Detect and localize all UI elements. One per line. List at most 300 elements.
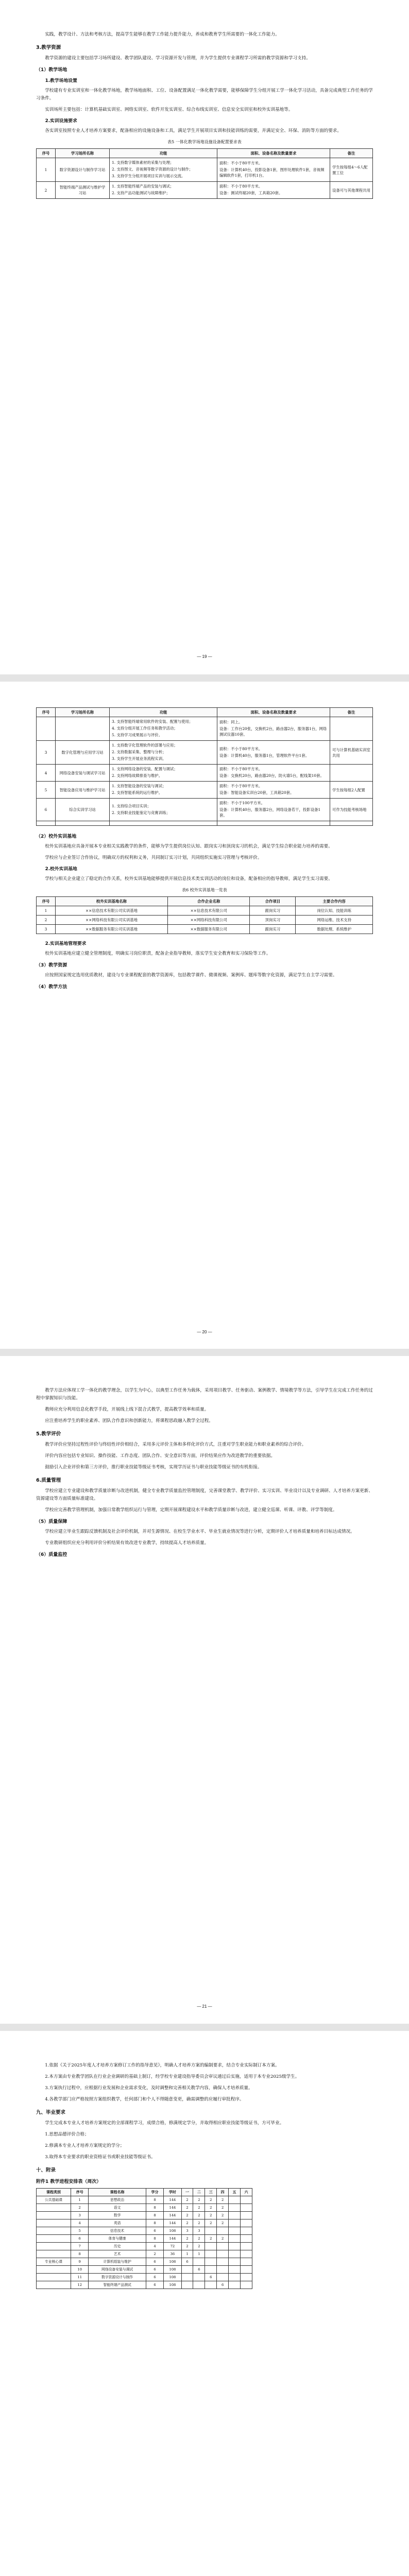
- section-title: 6.质量管理: [36, 1478, 61, 1483]
- column-header: 序号: [37, 897, 56, 906]
- table-cell: [217, 2250, 229, 2258]
- column-header: 学分: [146, 2189, 163, 2196]
- paragraph: 学校应建立专业建设和教学质量诊断与改进机制，健全专业教学质量监控管理制度，完善课堂教学、教学评价、实习实训、毕业设计以及专业调研、人才培养方案更新、资源建设等方面质量标准建设。: [36, 1488, 373, 1501]
- paragraph: 专业教研组织应充分利用评价分析结果有效改进专业教学，持续提高人才培养质量。: [45, 1540, 209, 1546]
- table-cell: [37, 2212, 71, 2219]
- cell-line: 面积：同上。: [219, 720, 243, 724]
- cell-line: 1. 支持综合项目实训；: [112, 803, 151, 808]
- table-cell: 思想政治: [89, 2196, 146, 2204]
- column-header: 序号: [37, 149, 56, 158]
- table-cell: 英语: [89, 2219, 146, 2227]
- subsection-title: （6）质量监控: [36, 1552, 67, 1557]
- cell-requirement: [217, 158, 330, 182]
- table-cell: 2: [181, 2235, 193, 2243]
- table-cell: 2: [181, 2219, 193, 2227]
- table-cell: [241, 2219, 252, 2227]
- subsection-title: （4）教学方法: [36, 985, 67, 990]
- cell-function: [110, 717, 217, 741]
- table-cell: [229, 2227, 241, 2235]
- table-cell: 2: [205, 2219, 217, 2227]
- table-cell: 144: [164, 2196, 181, 2204]
- cell-line: 2. 支持产品功能测试与故障维护；: [112, 191, 170, 195]
- table-cell: [181, 2266, 193, 2274]
- paragraph: 学校与相关企业建立了稳定的合作关系，校外实训基地能够提供开展信息技术类实训活动的岗位和设备，配备相应的指导教师，满足学生实习需要。: [45, 876, 333, 882]
- table-cell: 计算机组装与维护: [89, 2258, 146, 2266]
- table-cell: [229, 2212, 241, 2219]
- table-cell: [241, 2281, 252, 2289]
- cell-line: 面积：不小于100平方米。: [219, 801, 265, 805]
- section-title: 九、毕业要求: [36, 2110, 66, 2115]
- paragraph: 学校应建立毕业生跟踪反馈机制及社会评价机制，并对生源情况、在校生学业水平、毕业生就业情况等进行分析，定期评价人才培养质量和培养目标达成情况。: [45, 1529, 355, 1534]
- cell-function: [110, 782, 217, 799]
- table-cell: 8: [146, 2235, 163, 2243]
- cell-line: 面积：不小于80平方米。: [219, 746, 263, 751]
- cell-requirement: [217, 821, 330, 826]
- page-1-content: [36, 31, 373, 199]
- cell-name: [56, 821, 110, 826]
- paragraph: 学校应完善教学管理机制，加强日常教学组织运行与管理，定期开展课程建设水平和教学质量诊断与改进，建立健全巡课、听课、评教、评学等制度。: [45, 1507, 337, 1513]
- column-header: 五: [229, 2189, 241, 2196]
- table-cell: [217, 2258, 229, 2266]
- page-2-content: [36, 707, 373, 993]
- table-cell: 4: [146, 2243, 163, 2250]
- table-cell: [37, 2243, 71, 2250]
- column-header: 学习场所名称: [56, 149, 110, 158]
- table-cell: 10: [71, 2266, 89, 2274]
- table-cell: [241, 2250, 252, 2258]
- cell-line: 4. 支持分组开展工作任务和教学活动；: [112, 726, 178, 731]
- table-cell: 3: [37, 925, 56, 934]
- table-cell: [181, 2274, 193, 2281]
- table-cell: 8: [146, 2196, 163, 2204]
- cell-note: 可作为技能考核场地: [330, 799, 373, 821]
- column-header: 合作企业名称: [167, 897, 249, 906]
- page-4-content: [36, 2062, 373, 2289]
- table-caption: 表6 校外实训基地一览表: [182, 888, 227, 892]
- table-row: [37, 2281, 252, 2289]
- table-cell: 2: [205, 2235, 217, 2243]
- table-cell: 2: [146, 2250, 163, 2258]
- page-separator: [0, 1349, 409, 1356]
- table-cell: 智能终端产品测试: [89, 2281, 146, 2289]
- paragraph: 3.方案执行过程中，应根据行业发展和企业需求变化，及时调整和完善相关教学内容，确保人才培养质量。: [45, 2086, 253, 2091]
- cell-line: 3. 支持智能终端常用软件的安装、配置与使用；: [112, 719, 193, 724]
- table-cell: 108: [164, 2258, 181, 2266]
- cell-no: 1: [37, 158, 56, 182]
- table-cell: 11: [71, 2274, 89, 2281]
- table-cell: [37, 2274, 71, 2281]
- table-row: [37, 2196, 252, 2204]
- table-cell: [241, 2196, 252, 2204]
- cell-line: 面积：不小于80平方米。: [219, 161, 263, 165]
- table-cell: 108: [164, 2274, 181, 2281]
- table-row: [37, 799, 373, 821]
- table-cell: [229, 2243, 241, 2250]
- table-cell: [229, 2274, 241, 2281]
- table-row: [37, 2219, 252, 2227]
- table-cell: 2: [193, 2235, 205, 2243]
- table-cell: [205, 2243, 217, 2250]
- paragraph: 2.本方案由专业教学团队在行业企业调研的基础上制订，经学校专业建设指导委员会审议通过后实施，适用于本专业2025级学生。: [45, 2074, 300, 2079]
- cell-no: 4: [37, 765, 56, 782]
- paragraph: 学生完成本专业人才培养方案规定的全部课程学习，成绩合格，修满规定学分，并取得相应职业技能等级证书，方可毕业。: [45, 2121, 284, 2126]
- cell-line: 3. 支持学生开展业务流程实训。: [112, 756, 166, 761]
- cell-note: 学生按每组4～6人配置工位: [330, 158, 373, 182]
- table-cell: 36: [164, 2250, 181, 2258]
- column-header: 功能: [110, 149, 217, 158]
- table-row: [37, 2266, 252, 2274]
- column-header: 二: [193, 2189, 205, 2196]
- table-cell: 4: [71, 2219, 89, 2227]
- cell-no: [37, 717, 56, 741]
- table-cell: 6: [146, 2281, 163, 2289]
- paragraph: 各实训室按照专业人才培养方案要求，配备相应的设施设备和工具，满足学生开展项目实训和技能训练的需要，并满足安全、环保、消防等方面的要求。: [45, 128, 342, 133]
- paragraph: 教学方法应体现工学一体化的教学理念，以学生为中心，以典型工作任务为载体，采用项目教学、任务驱动、案例教学、情境教学等方法，引导学生在完成工作任务的过程中掌握知识与技能。: [36, 1388, 373, 1401]
- column-header: 六: [241, 2189, 252, 2196]
- table-cell: 6: [146, 2274, 163, 2281]
- table-row: [37, 916, 373, 925]
- table-cell: 1: [181, 2250, 193, 2258]
- table-row: [37, 158, 373, 182]
- paragraph: 鼓励引入企业评价和第三方评价，推行职业技能等级证书考核，实现学历证书与职业技能等级证书的有机衔接。: [45, 1465, 262, 1470]
- cell-requirement: [217, 741, 330, 765]
- table-cell: 1: [71, 2196, 89, 2204]
- table-cell: 2: [193, 2204, 205, 2212]
- section-title: 十、附录: [36, 2167, 56, 2173]
- table-row: [37, 906, 373, 916]
- table-cell: ××信息技术有限公司实训基地: [56, 906, 168, 916]
- column-header: 序号: [71, 2189, 89, 2196]
- table-cell: 2: [205, 2196, 217, 2204]
- column-header: 三: [205, 2189, 217, 2196]
- table-cell: 8: [146, 2212, 163, 2219]
- column-header: 一: [181, 2189, 193, 2196]
- cell-no: 6: [37, 799, 56, 821]
- table-row: [37, 2227, 252, 2235]
- table-cell: 2: [181, 2212, 193, 2219]
- table-cell: [241, 2204, 252, 2212]
- table-row: [37, 2204, 252, 2212]
- cell-function: [110, 799, 217, 821]
- column-header: 备注: [330, 149, 373, 158]
- cell-line: 设备：计算机40台，投影设备1套，图形处理软件1套，音视频编辑软件1套，打印机1台。: [219, 167, 325, 178]
- table-cell: 3: [181, 2227, 193, 2235]
- facility-table-continued: [36, 707, 373, 826]
- table-cell: [205, 2250, 217, 2258]
- column-header: 合作项目: [250, 897, 296, 906]
- cell-note: [330, 717, 373, 741]
- table-cell: [193, 2281, 205, 2289]
- paragraph: 学校建有专业实训室和一体化教学场地，教学场地面积、工位、设备配置满足一体化教学需要，能够保障学生分组开展工学一体化学习活动，具备完成典型工作任务的学习条件。: [36, 88, 373, 101]
- table-cell: 2: [181, 2243, 193, 2250]
- cell-name: 智能终端产品测试与维护学习站: [56, 182, 110, 199]
- facility-table: [36, 148, 373, 199]
- cell-line: 面积：不小于80平方米。: [219, 184, 263, 189]
- cell-function: [110, 821, 217, 826]
- cell-note: 可与计算机基础实训室共用: [330, 741, 373, 765]
- paragraph: 教学资源的建设主要包括学习场所建设、教学团队建设、学习资源开发与管理，并为学生提供专业课程学习所需的教学资源和学习支持。: [45, 56, 311, 61]
- table-cell: 144: [164, 2212, 181, 2219]
- table-cell: 9: [71, 2258, 89, 2266]
- cell-requirement: [217, 765, 330, 782]
- table-cell: ××信息技术有限公司: [167, 906, 249, 916]
- column-header: 序号: [37, 708, 56, 717]
- column-header: 课程类别: [37, 2189, 71, 2196]
- table-cell: [229, 2235, 241, 2243]
- paragraph: 评价内容应包括专业知识、操作技能、工作态度、团队合作、安全意识等方面，评价结果应作为改进教学的重要依据。: [45, 1453, 276, 1459]
- cell-line: 面积：不小于80平方米。: [219, 767, 263, 771]
- table-cell: 数学: [89, 2212, 146, 2219]
- cell-line: 设备：计算机40台，服务器2台，网络设备若干，投影设备1套。: [219, 807, 321, 818]
- table-cell: 6: [146, 2266, 163, 2274]
- column-header: 校外实训基地名称: [56, 897, 168, 906]
- cell-requirement: [217, 799, 330, 821]
- table-cell: 2: [217, 2204, 229, 2212]
- table-row: [37, 2212, 252, 2219]
- subsection-title: （2）校外实训基地: [36, 834, 77, 839]
- cell-line: 2. 支持智能系统的运行维护。: [112, 790, 163, 795]
- cell-name: 网络设备安装与调试学习站: [56, 765, 110, 782]
- column-header: 面积、设备名称及数量要求: [217, 149, 330, 158]
- cell-line: 2. 支持图文、音视频等数字资源的设计与制作；: [112, 167, 193, 172]
- cell-requirement: [217, 782, 330, 799]
- table-cell: ××网络科技有限公司实训基地: [56, 916, 168, 925]
- table-row: [37, 2243, 252, 2250]
- cell-line: 1. 支持数字化管理软件的部署与应用；: [112, 743, 178, 748]
- table-cell: 网络运维、技术支持: [296, 916, 373, 925]
- table-cell: [193, 2258, 205, 2266]
- table-cell: 6: [71, 2235, 89, 2243]
- table-row: [37, 2258, 252, 2266]
- paragraph: 4.各教学部门应严格按照方案组织教学，任何部门和个人不得随意变更，确需调整的应履行审批程序。: [45, 2097, 244, 2102]
- cell-requirement: [217, 717, 330, 741]
- cell-name: 数字资源设计与制作学习站: [56, 158, 110, 182]
- table-cell: 8: [71, 2250, 89, 2258]
- cell-line: 设备：测试终端20套，工具箱20套。: [219, 191, 283, 195]
- cell-name: 综合实训学习站: [56, 799, 110, 821]
- page-4: [0, 2031, 409, 2576]
- subsection-item-title: 2.校外实训基地: [45, 867, 77, 872]
- table-cell: 顶岗实习: [250, 916, 296, 925]
- table-cell: 3: [193, 2227, 205, 2235]
- cell-name: 数字化管理与应用学习站: [56, 741, 110, 765]
- table-header-row: [37, 2189, 252, 2196]
- table-row: [37, 765, 373, 782]
- table-cell: 2: [193, 2243, 205, 2250]
- table-cell: [229, 2250, 241, 2258]
- table-cell: [241, 2274, 252, 2281]
- table-cell: [229, 2266, 241, 2274]
- table-cell: [229, 2204, 241, 2212]
- table-cell: 2: [217, 2196, 229, 2204]
- cell-note: 学生按每组2人配置: [330, 782, 373, 799]
- column-header: 学习场所名称: [56, 708, 110, 717]
- cell-line: 3. 支持学生分组开展项目实训与展示交流。: [112, 174, 185, 178]
- paragraph: 应注重培养学生的职业素养、团队合作意识和创新能力，将课程思政融入教学全过程。: [45, 1418, 213, 1423]
- paragraph: 实训场所主要包括：计算机基础实训室、网络实训室、软件开发实训室、综合布线实训室、信息安全实训室和校外实训基地等。: [45, 107, 293, 112]
- paragraph: 教师应充分利用信息化教学手段，开展线上线下混合式教学，提高教学效率和质量。: [45, 1407, 209, 1412]
- cell-line: 1. 支持智能终端产品的安装与调试；: [112, 184, 174, 189]
- table-cell: [217, 2274, 229, 2281]
- page-3-content: [36, 1387, 373, 1561]
- page-2: [0, 682, 409, 1349]
- cell-note: [330, 821, 373, 826]
- table-cell: 8: [146, 2219, 163, 2227]
- table-cell: 2: [205, 2204, 217, 2212]
- table-cell: [205, 2266, 217, 2274]
- cell-line: 设备：交换机20台，路由器20台，防火墙5台，配线架10套。: [219, 773, 324, 778]
- subsection-title: （1）教学场地: [36, 67, 67, 73]
- table-cell: [193, 2274, 205, 2281]
- page-3: [0, 1356, 409, 2024]
- table-cell: ××数据服务有限公司: [167, 925, 249, 934]
- paragraph: 校外实训基地应建立健全管理制度，明确实习岗位职责，配备企业指导教师，落实学生安全教育和实习保险等工作。: [45, 951, 271, 956]
- paragraph: 校外实训基地应具备开展本专业相关实践教学的条件，能够为学生提供岗位认知、跟岗实习和顶岗实习的机会，满足学生综合职业能力培养的需要。: [45, 844, 333, 849]
- table-cell: 8: [146, 2204, 163, 2212]
- subsection-title: （5）质量保障: [36, 1519, 67, 1524]
- table-cell: 2: [181, 2196, 193, 2204]
- list-item: 2.修满本专业人才培养方案规定的学分；: [45, 2143, 125, 2148]
- appendix-title: 附件1 教学进程安排表（周次）: [36, 2179, 101, 2184]
- table-cell: 1: [193, 2250, 205, 2258]
- page-1: [0, 0, 409, 674]
- column-header: 主要合作内容: [296, 897, 373, 906]
- cell-line: 1. 支持智能设备的安装与调试；: [112, 784, 166, 788]
- table-cell: 艺术: [89, 2250, 146, 2258]
- table-cell: 2: [217, 2212, 229, 2219]
- table-cell: [229, 2281, 241, 2289]
- cell-function: [110, 741, 217, 765]
- table-cell: 108: [164, 2227, 181, 2235]
- table-row: [37, 717, 373, 741]
- paragraph: 应按照国家规定选用优质教材，建设与专业课程配套的教学资源库，包括教学课件、微课视频、案例库、题库等数字化资源，满足学生自主学习需要。: [45, 973, 337, 978]
- table-cell: [181, 2281, 193, 2289]
- cell-no: [37, 821, 56, 826]
- intro-paragraph: 实践，教学设计、方法和考核方法，提高学生能够在教学工作能力提升能力，养成和教育学生所需要的一体化工作能力。: [45, 32, 280, 37]
- table-cell: [241, 2235, 252, 2243]
- table-cell: 6: [146, 2227, 163, 2235]
- table-cell: 108: [164, 2266, 181, 2274]
- training-base-table: [36, 896, 373, 934]
- table-cell: [37, 2281, 71, 2289]
- section-title: 5.教学评价: [36, 1431, 61, 1437]
- cell-line: 2. 支持数据采集、整理与分析；: [112, 750, 166, 754]
- table-cell: 1: [37, 906, 56, 916]
- table-cell: 6: [205, 2274, 217, 2281]
- table-row: [37, 2235, 252, 2243]
- cell-note: [330, 765, 373, 782]
- table-cell: 岗位认知、技能训练: [296, 906, 373, 916]
- table-cell: [217, 2243, 229, 2250]
- table-cell: [217, 2227, 229, 2235]
- table-cell: 2: [217, 2219, 229, 2227]
- table-cell: 5: [71, 2227, 89, 2235]
- cell-function: [110, 158, 217, 182]
- cell-line: 2. 支持职业技能鉴定与竞赛训练；: [112, 810, 170, 815]
- page-separator: [0, 674, 409, 682]
- table-cell: 2: [193, 2219, 205, 2227]
- table-row: [37, 782, 373, 799]
- schedule-table: [36, 2188, 252, 2289]
- cell-line: 1. 支持网络设备的安装、配置与调试；: [112, 767, 178, 771]
- table-cell: 2: [71, 2204, 89, 2212]
- column-header: 功能: [110, 708, 217, 717]
- table-cell: 历史: [89, 2243, 146, 2250]
- subsection-item-title: 2.实训基地管理要求: [45, 941, 87, 946]
- table-cell: 2: [217, 2235, 229, 2243]
- table-row: [37, 182, 373, 199]
- table-cell: [205, 2258, 217, 2266]
- cell-no: 5: [37, 782, 56, 799]
- table-cell: 数据处理、系统维护: [296, 925, 373, 934]
- table-cell: [217, 2266, 229, 2274]
- column-header: 学时: [164, 2189, 181, 2196]
- table-cell: [37, 2235, 71, 2243]
- cell-requirement: [217, 182, 330, 199]
- table-row: [37, 2274, 252, 2281]
- column-header: 课程名称: [89, 2189, 146, 2196]
- cell-note: 设备可与其他课程共用: [330, 182, 373, 199]
- cell-line: 设备：工作台20张，交换机2台，路由器2台，服务器1台，网络测试仪器10套。: [219, 726, 327, 737]
- table-cell: 7: [71, 2243, 89, 2250]
- table-cell: [241, 2258, 252, 2266]
- table-cell: [241, 2212, 252, 2219]
- table-cell: 专业核心课: [37, 2258, 71, 2266]
- table-cell: [241, 2227, 252, 2235]
- table-cell: ××网络科技有限公司: [167, 916, 249, 925]
- table-cell: 公共基础课: [37, 2196, 71, 2204]
- table-cell: 语文: [89, 2204, 146, 2212]
- table-header-row: [37, 149, 373, 158]
- table-cell: 6: [217, 2281, 229, 2289]
- paragraph: 1.依据《关于2025年度人才培养方案修订工作的指导意见》，明确人才培养方案的编制要求，结合专业实际制订本方案。: [45, 2063, 280, 2068]
- cell-function: [110, 765, 217, 782]
- table-row: [37, 821, 373, 826]
- cell-line: 1. 支持数字媒体素材的采集与处理；: [112, 160, 174, 165]
- table-cell: [241, 2243, 252, 2250]
- table-cell: [37, 2266, 71, 2274]
- table-cell: 2: [193, 2212, 205, 2219]
- subsection-item-title: 2.实训设施要求: [45, 118, 77, 124]
- paragraph: 学校应与企业签订合作协议，明确双方的权利和义务，共同制订实习计划，共同组织实施实习管理与考核评价。: [45, 855, 262, 860]
- table-cell: 网络设备安装与调试: [89, 2266, 146, 2274]
- cell-function: [110, 182, 217, 199]
- paragraph: 教学评价应坚持过程性评价与终结性评价相结合，采用多元评价主体和多样化评价方式，注重对学生职业能力和职业素养的综合评价。: [45, 1442, 306, 1447]
- table-header-row: [37, 708, 373, 717]
- table-cell: 144: [164, 2219, 181, 2227]
- table-cell: 2: [181, 2204, 193, 2212]
- schedule-table-body: [37, 2196, 252, 2289]
- page-number: — 20 —: [197, 1330, 212, 1334]
- list-item: 3.取得本专业要求的职业资格证书或职业技能等级证书。: [45, 2155, 156, 2160]
- table-cell: 108: [164, 2281, 181, 2289]
- table-cell: 跟岗实习: [250, 925, 296, 934]
- table-cell: 信息技术: [89, 2227, 146, 2235]
- column-header: 四: [217, 2189, 229, 2196]
- table-cell: [205, 2281, 217, 2289]
- table-cell: 144: [164, 2235, 181, 2243]
- column-header: 面积、设备名称及数量要求: [217, 708, 330, 717]
- list-item: 1.思想品德评价合格；: [45, 2132, 89, 2137]
- cell-line: 设备：智能设备实训台20套，工具箱20套。: [219, 790, 294, 795]
- table-cell: [229, 2258, 241, 2266]
- page-number: — 19 —: [197, 654, 212, 659]
- cell-no: 2: [37, 182, 56, 199]
- section-title: 3.教学资源: [36, 45, 61, 50]
- column-header: 备注: [330, 708, 373, 717]
- table-cell: 2: [37, 916, 56, 925]
- table-cell: 12: [71, 2281, 89, 2289]
